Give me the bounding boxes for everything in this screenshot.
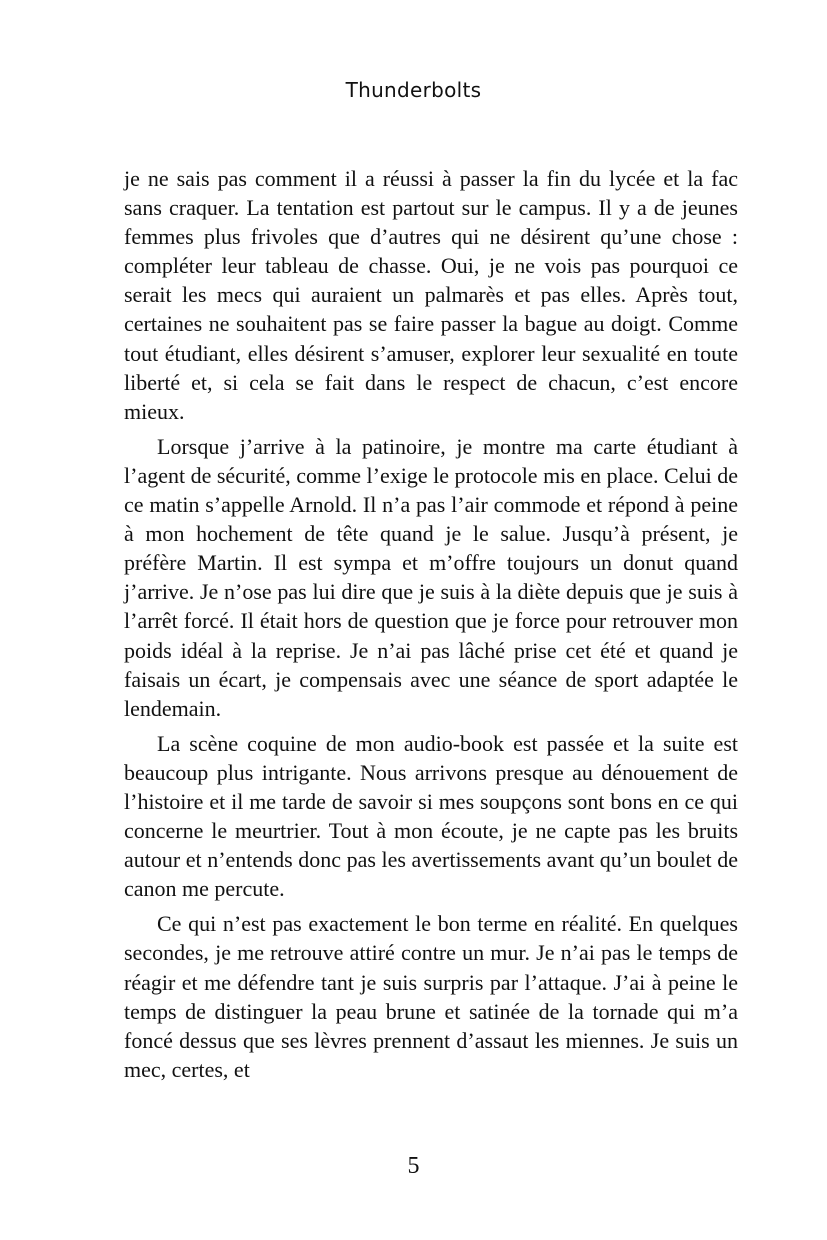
paragraph-3: La scène coquine de mon audio-book est passée et la suite est beaucoup plus intrigante. Nous arrivons presque au dénouement de l’histoire et il me tarde de savoir si mes soupçons sont bons en ce qui concerne le meurtrier. Tout à mon écoute, je ne capte pas les bruits autour et n’entends donc pas les avertissements avant qu’un boulet de canon me percute. <box>124 730 738 902</box>
page-number: 5 <box>407 1153 420 1179</box>
page-body <box>124 164 738 1084</box>
paragraph-1: je ne sais pas comment il a réussi à passer la fin du lycée et la fac sans craquer. La tentation est partout sur le campus. Il y a de jeunes femmes plus frivoles que d’autres qui ne désirent qu’une chose : compléter leur tableau de chasse. Oui, je ne vois pas pourquoi ce serait les mecs qui auraient un palmarès et pas elles. Après tout, certaines ne souhaitent pas se faire passer la bague au doigt. Comme tout étudiant, elles désirent s’amuser, explorer leur sexualité en toute liberté et, si cela se fait dans le respect de chacun, c’est encore mieux. <box>124 166 738 424</box>
paragraph-2: Lorsque j’arrive à la patinoire, je montre ma carte étudiant à l’agent de sécurité, comme l’exige le protocole mis en place. Celui de ce matin s’appelle Arnold. Il n’a pas l’air commode et répond à peine à mon hochement de tête quand je le salue. Jusqu’à présent, je préfère Martin. Il est sympa et m’offre toujours un donut quand j’arrive. Je n’ose pas lui dire que je suis à la diète depuis que je suis à l’arrêt forcé. Il était hors de question que je force pour retrouver mon poids idéal à la reprise. Je n’ai pas lâché prise cet été et quand je faisais un écart, je compensais avec une séance de sport adaptée le lendemain. <box>124 433 738 721</box>
paragraph-4: Ce qui n’est pas exactement le bon terme en réalité. En quelques secondes, je me retrouve attiré contre un mur. Je n’ai pas le temps de réagir et me défendre tant je suis surpris par l’attaque. J’ai à peine le temps de distinguer la peau brune et satinée de la tornade qui m’a foncé dessus que ses lèvres prennent d’assaut les miennes. Je suis un mec, certes, et <box>124 911 738 1082</box>
running-header: Thunderbolts <box>345 78 482 102</box>
